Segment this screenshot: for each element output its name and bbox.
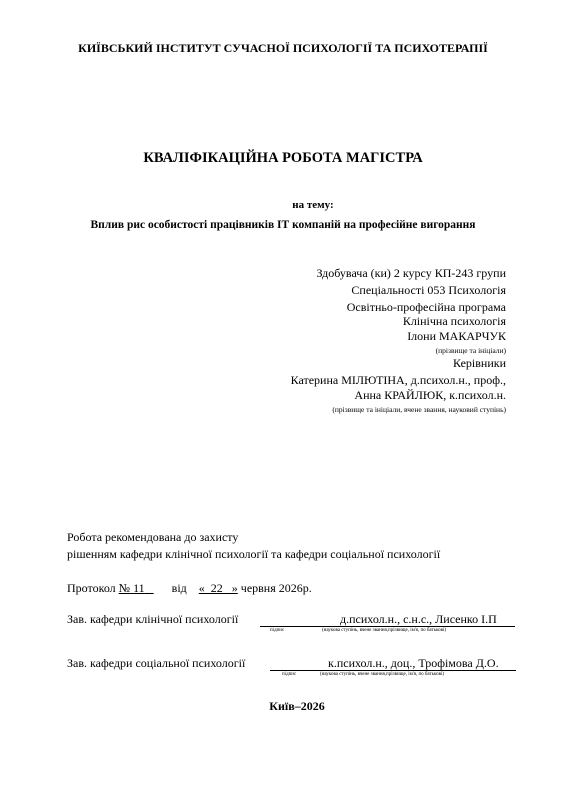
education-program: Клінічна психологія — [402, 314, 506, 328]
head-social-label: Зав. кафедри соціальної психології — [67, 656, 246, 670]
head-clinical-label: Зав. кафедри клінічної психології — [67, 612, 239, 626]
topic-label: на тему: — [292, 199, 334, 211]
supervisors-hint: (прізвище та ініціали, вчене звання, науковий ступінь) — [332, 405, 506, 414]
supervisor-2: Анна КРАЙЛЮК, к.психол.н. — [354, 388, 506, 402]
city-year: Київ–2026 — [269, 699, 325, 713]
head-social-sign-hint: підпис — [282, 672, 297, 677]
institute-name: КИЇВСЬКИЙ ІНСТИТУТ СУЧАСНОЇ ПСИХОЛОГІЇ ТА ПСИХОТЕРАПІЇ — [78, 41, 488, 55]
head-social-name: к.психол.н., доц., Трофімова Д.О. — [328, 656, 499, 670]
protocol-month-year: червня 2026р. — [240, 581, 312, 595]
supervisor-1: Катерина МІЛЮТІНА, д.психол.н., проф., — [290, 373, 506, 387]
head-clinical-name-hint: (наукова ступінь, вчене звання,прізвище, ім'я, по батькові) — [322, 628, 447, 633]
head-clinical-sign-hint: підпис — [270, 628, 285, 633]
student-name: Ілони МАКАРЧУК — [407, 329, 506, 343]
recommendation-line-1: Робота рекомендована до захисту — [67, 530, 239, 544]
protocol-number-sign: № — [118, 581, 131, 595]
protocol-label: Протокол — [67, 581, 116, 595]
student-specialty: Спеціальності 053 Психологія — [351, 283, 506, 297]
protocol-from: від — [171, 581, 187, 595]
protocol-line — [67, 581, 312, 596]
head-social-name-hint: (наукова ступінь, вчене звання,прізвище, ім'я, по батькові) — [320, 672, 445, 677]
student-course-group: Здобувача (ки) 2 курсу КП-243 групи — [316, 266, 506, 280]
student-name-hint: (прізвище та ініціали) — [435, 346, 506, 355]
protocol-number: 11 — [133, 581, 145, 595]
protocol-day: « 22 » — [198, 581, 238, 595]
thesis-topic: Вплив рис особистості працівників ІТ компаній на професійне вигорання — [90, 219, 476, 231]
head-clinical-name: д.психол.н., с.н.с., Лисенко І.П — [340, 612, 497, 626]
recommendation-line-2: рішенням кафедри клінічної психології та кафедри соціальної психології — [67, 547, 441, 561]
education-program-label: Освітньо-професійна програма — [346, 300, 506, 314]
supervisors-label: Керівники — [453, 356, 506, 370]
document-title: КВАЛІФІКАЦІЙНА РОБОТА МАГІСТРА — [143, 150, 423, 166]
